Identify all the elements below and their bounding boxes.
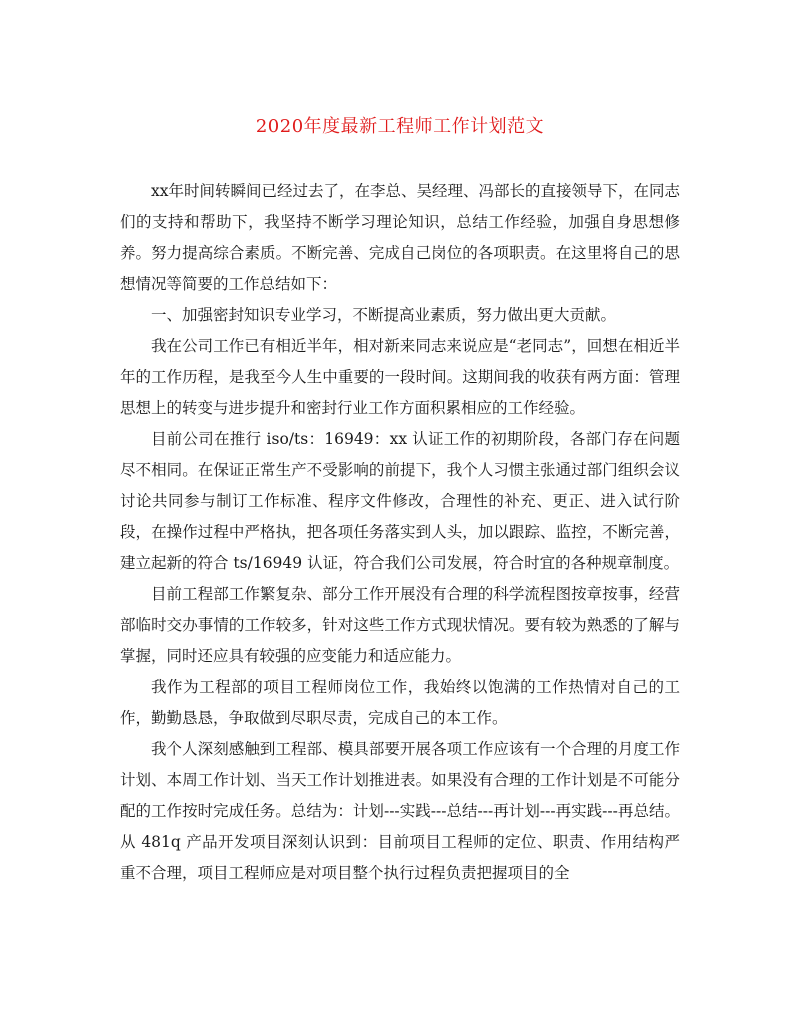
document-title: 2020年度最新工程师工作计划范文 <box>255 116 545 137</box>
paragraph: 我作为工程部的项目工程师岗位工作，我始终以饱满的工作热情对自己的工作，勤勤恳恳，争取做到尽职尽责，完成自己的本工作。 <box>120 678 680 727</box>
paragraph: 目前公司在推行 iso/ts：16949：xx 认证工作的初期阶段，各部门存在问题尽不相同。在保证正常生产不受影响的前提下，我个人习惯主张通过部门组织会议讨论共同参与制订工作标准、程序文件修改，合理性的补充、更正、进入试行阶段，在操作过程中严格执，把各项任务落实到人头，加以跟踪、监控，不断完善，建立起新的符合 ts/16949 认证，符合我们公司发展，符合时宜的各种规章制度。 <box>120 430 680 572</box>
paragraph: xx年时间转瞬间已经过去了，在李总、吴经理、冯部长的直接领导下，在同志们的支持和帮助下，我坚持不断学习理论知识，总结工作经验，加强自身思想修养。努力提高综合素质。不断完善、完成自己岗位的各项职责。在这里将自己的思想情况等简要的工作总结如下： <box>120 182 680 293</box>
paragraph: 我个人深刻感触到工程部、模具部要开展各项工作应该有一个合理的月度工作计划、本周工作计划、当天工作计划推进表。如果没有合理的工作计划是不可能分配的工作按时完成任务。总结为：计划---实践---总结---再计划---再实践---再总结。从 481q 产品开发项目深刻认识到：目前项目工程师的定位、职责、作用结构严重不合理，项目工程师应是对项目整个执行过程负责把握项目的全 <box>120 740 680 882</box>
paragraph: 我在公司工作已有相近半年，相对新来同志来说应是“老同志”，回想在相近半年的工作历程，是我至今人生中重要的一段时间。这期间我的收获有两方面：管理思想上的转变与进步提升和密封行业工作方面积累相应的工作经验。 <box>120 337 680 417</box>
document-body <box>120 176 680 889</box>
paragraph: 目前工程部工作繁复杂、部分工作开展没有合理的科学流程图按章按事，经营部临时交办事情的工作较多，针对这些工作方式现状情况。要有较为熟悉的了解与掌握，同时还应具有较强的应变能力和适应能力。 <box>120 585 680 665</box>
paragraph: 一、加强密封知识专业学习，不断提高业素质，努力做出更大贡献。 <box>151 306 617 324</box>
